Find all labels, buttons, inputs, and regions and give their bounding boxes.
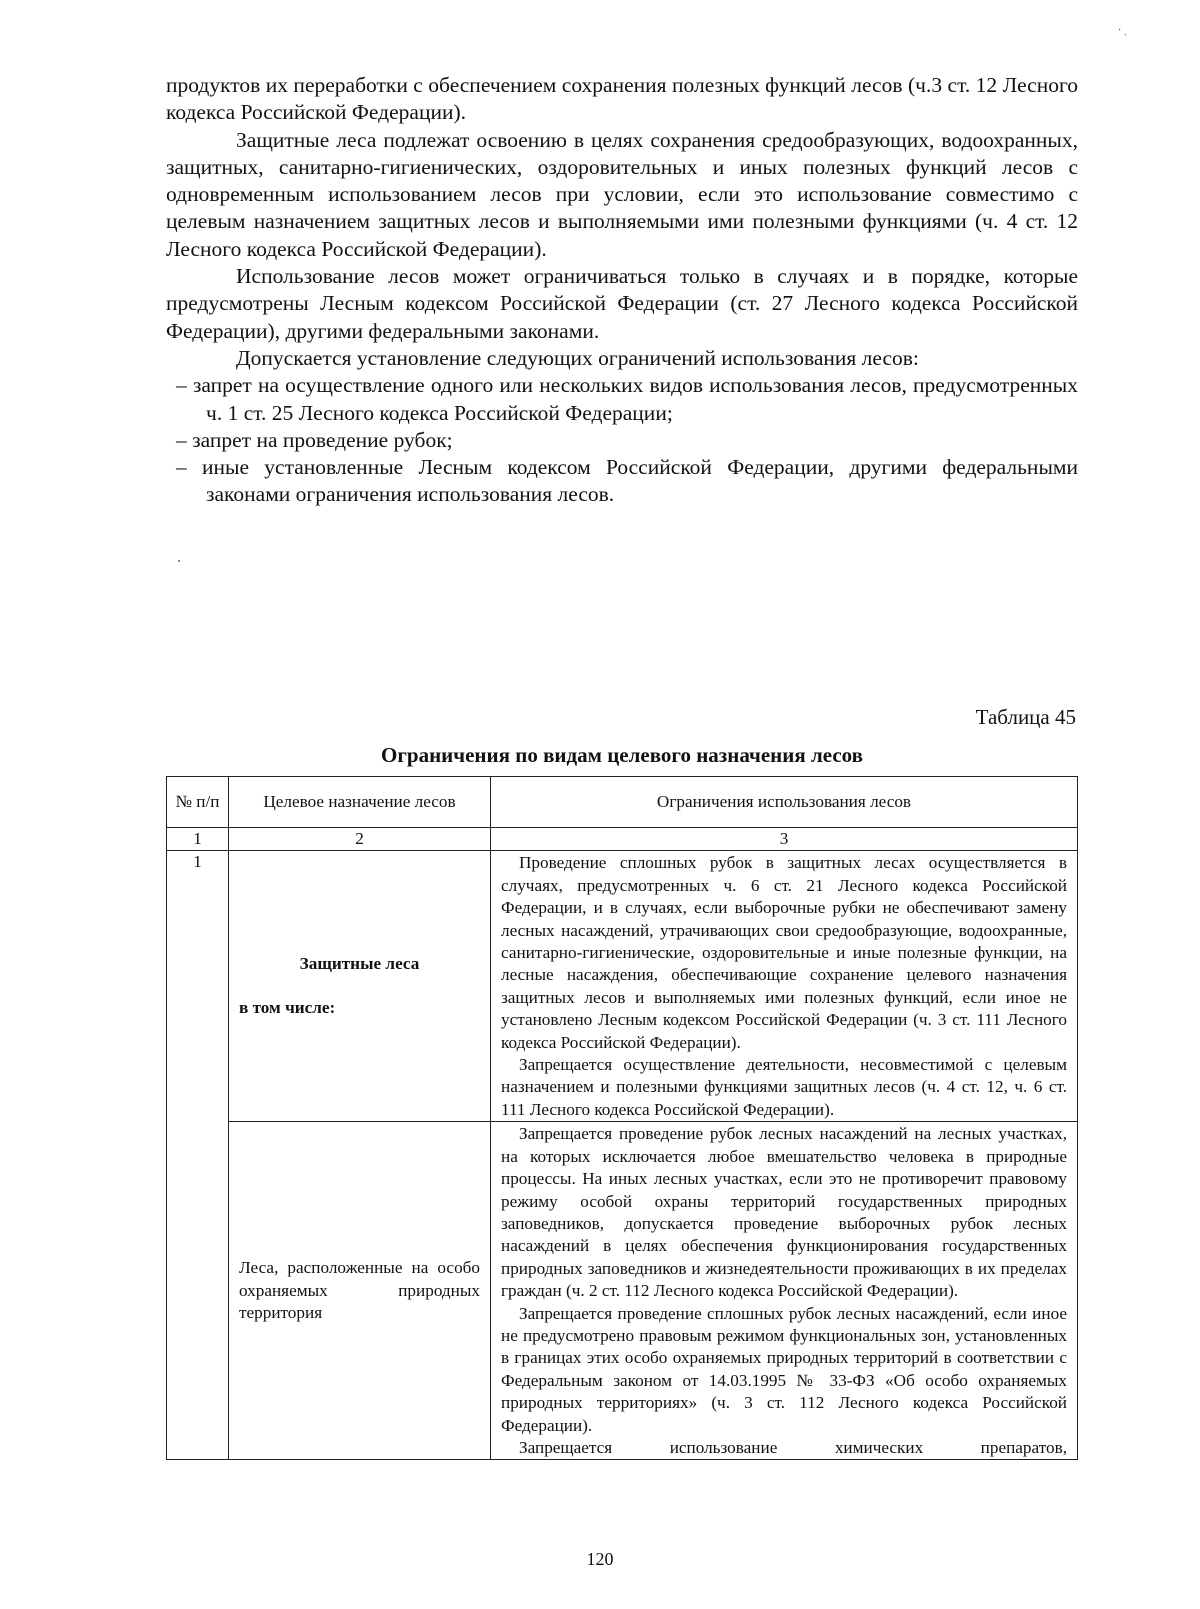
scan-dot: [178, 560, 180, 562]
header-purpose: Целевое назначение лесов: [229, 777, 491, 828]
table-number-label: Таблица 45: [975, 705, 1076, 729]
restrictions-cell: [491, 851, 1078, 1122]
purpose-cell: [229, 1122, 491, 1460]
header-restrictions: Ограничения использования лесов: [491, 777, 1078, 828]
restriction-list-item: – запрет на проведение рубок;: [176, 427, 453, 452]
table-column-numbers-row: [167, 828, 1078, 851]
row-number: 1: [167, 851, 229, 1460]
table-header-row: [167, 777, 1078, 828]
restriction-paragraph: Запрещается использование химических препаратов,: [519, 1437, 1067, 1457]
column-number-2: 2: [229, 828, 491, 851]
header-number: № п/п: [167, 777, 229, 828]
intro-paragraph-4: Допускается установление следующих ограничений использования лесов:: [236, 345, 919, 370]
restriction-list-item: – запрет на осуществление одного или нескольких видов использования лесов, предусмотренных ч. 1 ст. 25 Лесного кодекса Российской Федерации;: [176, 373, 1078, 425]
scan-specks: · ˎ: [1118, 25, 1128, 36]
table-row: [167, 851, 1078, 1122]
intro-paragraph-3: Использование лесов может ограничиваться только в случаях и в порядке, которые предусмотрены Лесным кодексом Российской Федерации (ст. 27 Лесного кодекса Российской Федерации), другими федеральными законами.: [166, 264, 1078, 343]
restrictions-cell: [491, 1122, 1078, 1460]
table-title: Ограничения по видам целевого назначения лесов: [381, 743, 863, 767]
table-row: [167, 1122, 1078, 1460]
column-number-3: 3: [491, 828, 1078, 851]
restrictions-table: [166, 776, 1078, 1460]
page-number: 120: [586, 1549, 614, 1569]
restriction-paragraph: Проведение сплошных рубок в защитных лесах осуществляется в случаях, предусмотренных ч. 6 ст. 21 Лесного кодекса Российской Федерации, и в случаях, если выборочные рубки не обеспечивают замену лесных насаждений, утрачивающих свои средообразующие, водоохранные, санитарно-гигиенические, оздоровительные и иные полезные функции, на лесные насаждения, обеспечивающие сохранение целевого назначения защитных лесов и выполняемых ими полезных функций, если иное не установлено Лесным кодексом Российской Федерации (ч. 3 ст. 111 Лесного кодекса Российской Федерации).: [501, 853, 1067, 1052]
column-number-1: 1: [167, 828, 229, 851]
restriction-list-item: – иные установленные Лесным кодексом Российской Федерации, другими федеральными законами ограничения использования лесов.: [176, 455, 1078, 507]
purpose-sub: в том числе:: [239, 998, 336, 1018]
purpose-cell: [229, 851, 491, 1122]
intro-paragraph-1: продуктов их переработки с обеспечением сохранения полезных функций лесов (ч.3 ст. 12 Лесного кодекса Российской Федерации).: [166, 73, 1078, 125]
purpose-main: Защитные леса: [299, 953, 420, 973]
restriction-paragraph: Запрещается проведение рубок лесных насаждений на лесных участках, на которых исключается любое вмешательство человека в природные процессы. На иных лесных участках, если это не противоречит правовому режиму особой охраны территорий государственных природных заповедников, допускается проведение выборочных рубок лесных насаждений в целях обеспечения функционирования государственных природных заповедников и жизнедеятельности проживающих в их пределах граждан (ч. 2 ст. 112 Лесного кодекса Российской Федерации).: [501, 1124, 1067, 1301]
intro-paragraph-2: Защитные леса подлежат освоению в целях сохранения средообразующих, водоохранных, защитных, санитарно-гигиенических, оздоровительных и иных полезных функций лесов с одновременным использованием лесов при условии, если это использование совместимо с целевым назначением защитных лесов и выполняемыми ими полезными функциями (ч. 4 ст. 12 Лесного кодекса Российской Федерации).: [166, 127, 1078, 261]
restriction-paragraph: Запрещается проведение сплошных рубок лесных насаждений, если иное не предусмотрено правовым режимом функциональных зон, установленных в границах этих особо охраняемых природных территорий в соответствии с Федеральным законом от 14.03.1995 № 33-ФЗ «Об особо охраняемых природных территориях» (ч. 3 ст. 112 Лесного кодекса Российской Федерации).: [501, 1303, 1067, 1435]
restriction-paragraph: Запрещается осуществление деятельности, несовместимой с целевым назначением и полезными функциями защитных лесов (ч. 4 ст. 12, ч. 6 ст. 111 Лесного кодекса Российской Федерации).: [501, 1055, 1067, 1119]
purpose-main: Леса, расположенные на особо охраняемых природных территория: [239, 1258, 480, 1323]
intro-text: [166, 72, 1078, 509]
